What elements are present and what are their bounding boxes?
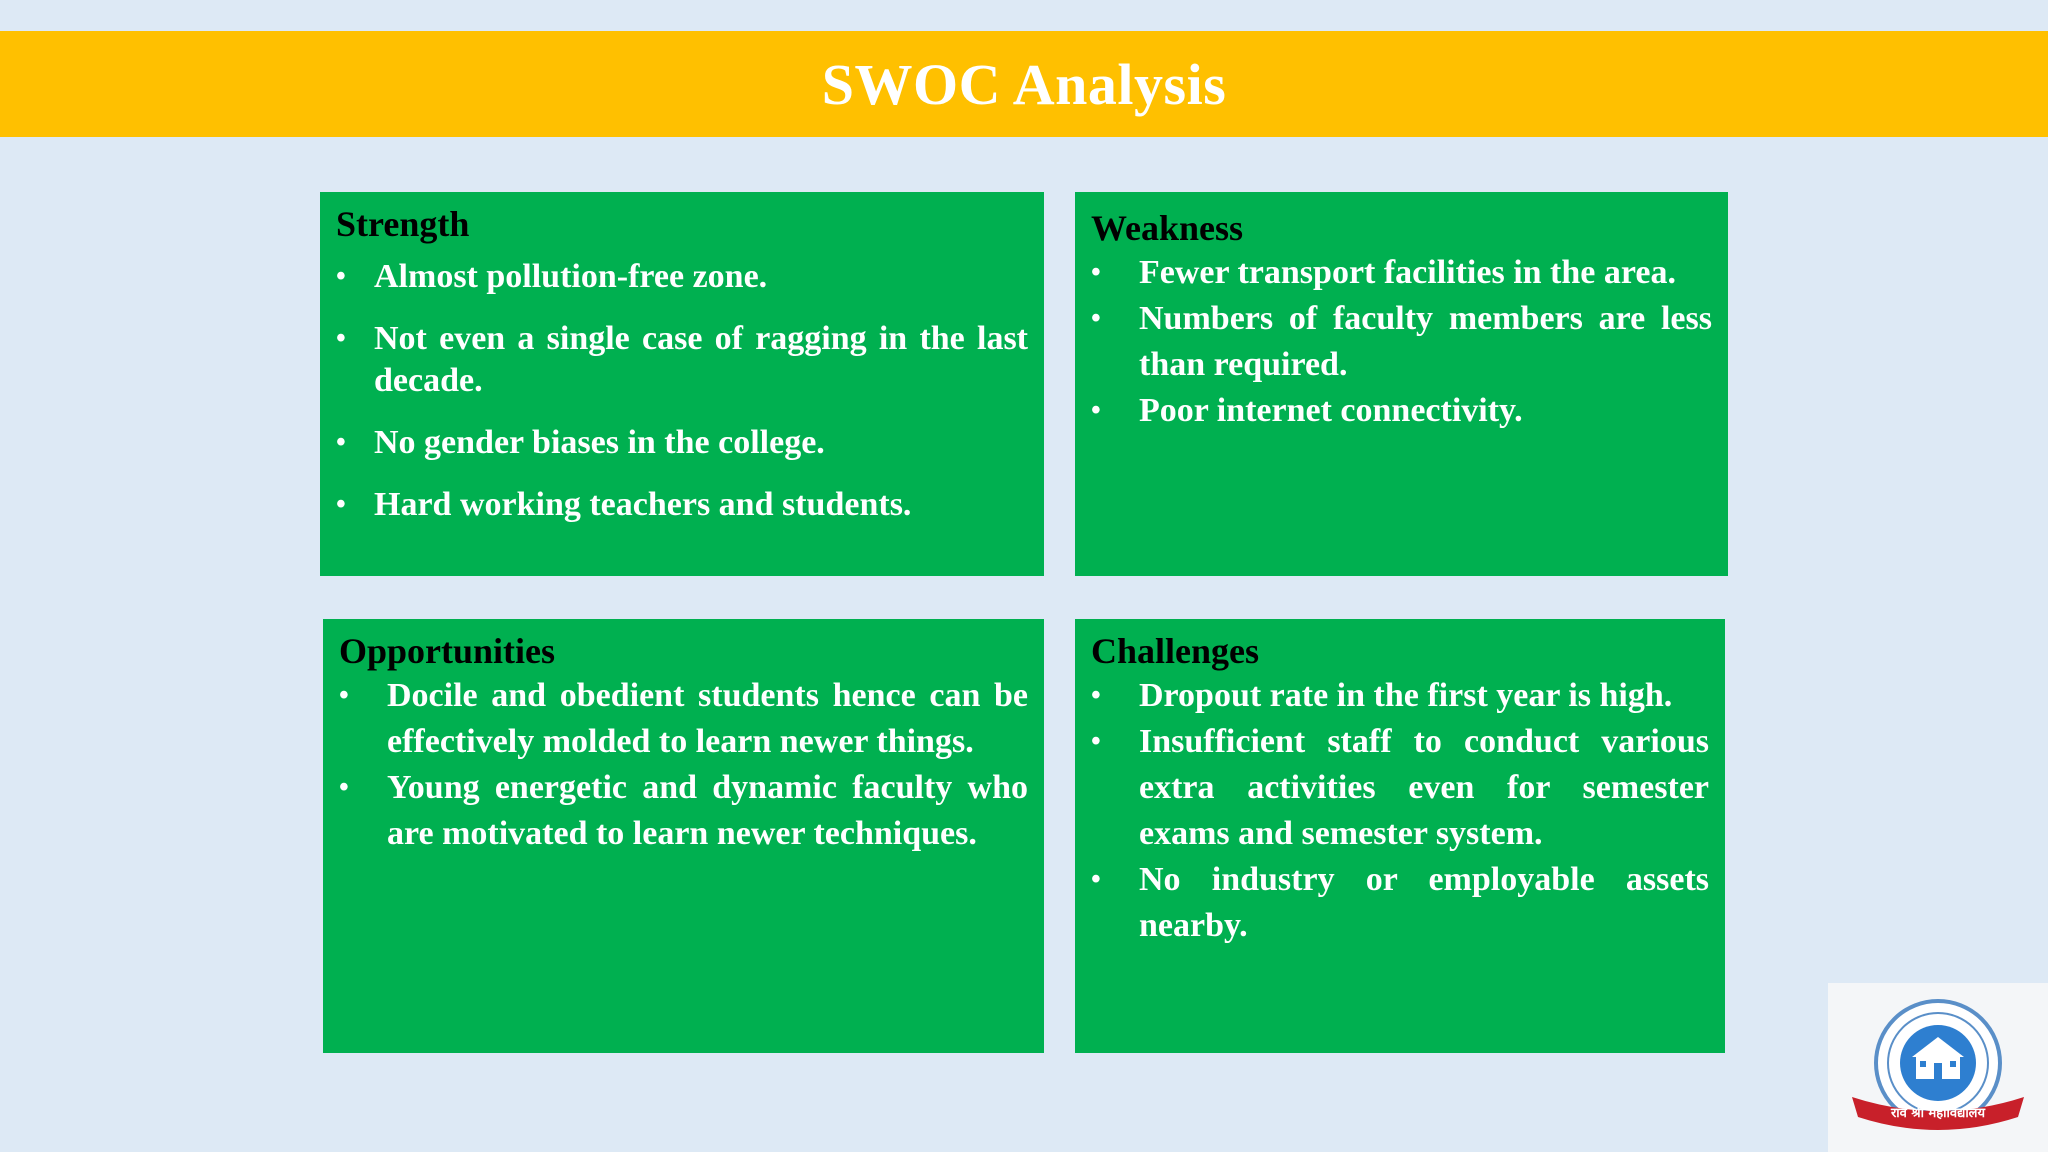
- weakness-box: [1075, 192, 1728, 576]
- opportunities-box: [323, 619, 1044, 1053]
- college-seal-icon: [1838, 993, 2038, 1143]
- list-item: • No industry or employable assets nearby.: [1091, 857, 1709, 949]
- challenges-heading: Challenges: [1091, 631, 1260, 671]
- weakness-heading: Weakness: [1091, 208, 1244, 248]
- strength-heading: Strength: [336, 204, 470, 244]
- weakness-list: [1091, 250, 1712, 434]
- strength-list: [336, 256, 1028, 526]
- list-item: • Young energetic and dynamic faculty who are motivated to learn newer techniques.: [339, 765, 1028, 857]
- college-logo: [1828, 983, 2048, 1152]
- strength-box: [320, 192, 1044, 576]
- opportunities-list: [339, 673, 1028, 857]
- list-item: • No gender biases in the college.: [336, 422, 1028, 464]
- logo-banner-text: राव श्री महाविद्यालय: [1890, 1105, 1986, 1121]
- list-item: • Dropout rate in the first year is high.: [1091, 673, 1709, 719]
- opportunities-heading: Opportunities: [339, 631, 556, 671]
- challenges-box: [1075, 619, 1725, 1053]
- page-title: SWOC Analysis: [821, 51, 1227, 117]
- challenges-list: [1091, 673, 1709, 949]
- list-item: • Numbers of faculty members are less than required.: [1091, 296, 1712, 388]
- list-item: • Hard working teachers and students.: [336, 484, 1028, 526]
- list-item: • Insufficient staff to conduct various extra activities even for semester exams and semester system.: [1091, 719, 1709, 857]
- title-bar: [0, 31, 2048, 137]
- list-item: • Fewer transport facilities in the area.: [1091, 250, 1712, 296]
- list-item: • Almost pollution-free zone.: [336, 256, 1028, 298]
- list-item: • Poor internet connectivity.: [1091, 388, 1712, 434]
- list-item: • Docile and obedient students hence can be effectively molded to learn newer things.: [339, 673, 1028, 765]
- list-item: • Not even a single case of ragging in the last decade.: [336, 318, 1028, 402]
